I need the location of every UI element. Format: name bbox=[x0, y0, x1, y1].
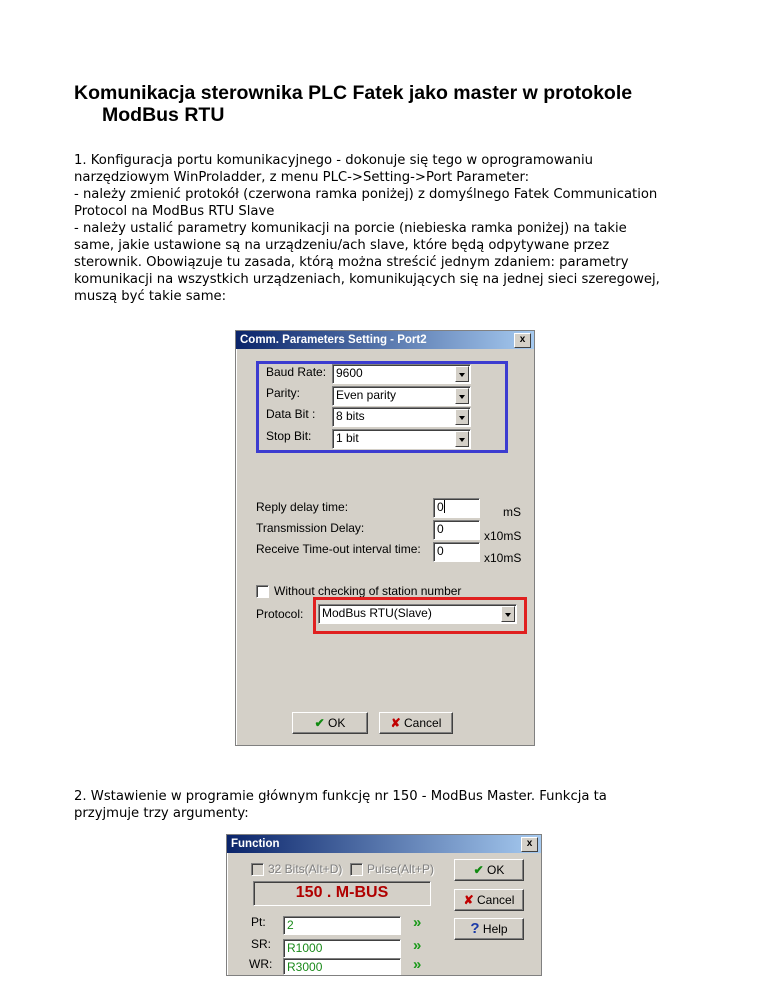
wr-value: R3000 bbox=[287, 960, 323, 974]
data-bit-value: 8 bits bbox=[336, 409, 365, 423]
ok-button[interactable] bbox=[454, 859, 524, 881]
station-check-checkbox[interactable] bbox=[256, 585, 269, 598]
pulse-label: Pulse(Alt+P) bbox=[367, 862, 435, 876]
text-line: - należy ustalić parametry komunikacji na porcie (niebieska ramka poniżej) na takie bbox=[74, 221, 627, 236]
browse-pt-icon[interactable]: » bbox=[413, 914, 422, 931]
checkmark-icon: ✔ bbox=[473, 863, 484, 877]
chevron-down-icon[interactable] bbox=[455, 388, 469, 404]
function-dialog bbox=[226, 834, 542, 976]
reply-delay-unit: mS bbox=[503, 505, 521, 519]
title-line-1: Komunikacja sterownika PLC Fatek jako master w protokole bbox=[74, 82, 633, 104]
protocol-value: ModBus RTU(Slave) bbox=[322, 606, 432, 620]
pt-input[interactable] bbox=[283, 916, 401, 935]
function-name-display: 150 . M-BUS bbox=[253, 881, 431, 906]
text-line: komunikacji na wszystkich urządzeniach, komunikujących się na jednej sieci szeregowej, bbox=[74, 272, 660, 287]
sr-input[interactable] bbox=[283, 939, 401, 958]
checkmark-icon: ✔ bbox=[314, 716, 325, 730]
cross-icon: ✘ bbox=[390, 716, 401, 730]
dialog-titlebar bbox=[236, 331, 534, 349]
pulse-checkbox[interactable] bbox=[350, 863, 363, 876]
help-button[interactable] bbox=[454, 918, 524, 940]
transmission-delay-value: 0 bbox=[437, 522, 444, 536]
text-line: - należy zmienić protokół (czerwona ramka poniżej) z domyślnego Fatek Communication bbox=[74, 187, 658, 202]
dialog-title: Function bbox=[231, 838, 280, 850]
reply-delay-input[interactable] bbox=[433, 498, 480, 518]
dialog-titlebar bbox=[227, 835, 541, 853]
cancel-label: Cancel bbox=[477, 893, 515, 907]
title-line-2: ModBus RTU bbox=[102, 104, 225, 126]
text-cursor bbox=[444, 500, 445, 513]
cancel-button[interactable] bbox=[454, 889, 524, 911]
reply-delay-label: Reply delay time: bbox=[256, 500, 349, 514]
bits32-label: 32 Bits(Alt+D) bbox=[268, 862, 343, 876]
close-button[interactable]: x bbox=[521, 837, 538, 852]
document-title bbox=[74, 82, 714, 126]
chevron-down-icon[interactable] bbox=[501, 606, 515, 622]
chevron-down-icon[interactable] bbox=[455, 431, 469, 447]
help-icon: ? bbox=[470, 920, 480, 937]
protocol-label: Protocol: bbox=[256, 607, 304, 621]
chevron-down-icon[interactable] bbox=[455, 409, 469, 425]
receive-timeout-input[interactable] bbox=[433, 542, 480, 562]
baud-rate-label: Baud Rate: bbox=[266, 365, 327, 379]
text-line: sterownik. Obowiązuje tu zasada, którą można streścić jednym zdaniem: parametry bbox=[74, 255, 629, 270]
text-line: muszą być takie same: bbox=[74, 289, 227, 304]
cancel-button[interactable] bbox=[379, 712, 453, 734]
wr-label: WR: bbox=[249, 957, 273, 971]
sr-value: R1000 bbox=[287, 941, 323, 955]
station-check-label: Without checking of station number bbox=[274, 584, 462, 598]
pt-label: Pt: bbox=[251, 915, 266, 929]
paragraph-function bbox=[74, 788, 724, 822]
browse-wr-icon[interactable]: » bbox=[413, 956, 422, 973]
parity-select[interactable] bbox=[332, 386, 471, 406]
close-button[interactable]: x bbox=[514, 333, 531, 348]
transmission-delay-unit: x10mS bbox=[484, 529, 522, 543]
comm-parameters-dialog bbox=[235, 330, 535, 746]
help-label: Help bbox=[482, 922, 508, 936]
protocol-select[interactable] bbox=[318, 604, 517, 624]
text-line: przyjmuje trzy argumenty: bbox=[74, 806, 249, 821]
receive-timeout-label: Receive Time-out interval time: bbox=[256, 542, 421, 556]
ok-button[interactable] bbox=[292, 712, 368, 734]
data-bit-label: Data Bit : bbox=[266, 407, 316, 421]
text-line: 1. Konfiguracja portu komunikacyjnego - dokonuje się tego w oprogramowaniu bbox=[74, 153, 593, 168]
baud-rate-select[interactable] bbox=[332, 364, 471, 384]
wr-input[interactable] bbox=[283, 958, 401, 975]
text-line: narzędziowym WinProladder, z menu PLC->Setting->Port Parameter: bbox=[74, 170, 530, 185]
chevron-down-icon[interactable] bbox=[455, 366, 469, 382]
cross-icon: ✘ bbox=[463, 893, 474, 907]
stop-bit-select[interactable] bbox=[332, 429, 471, 449]
browse-sr-icon[interactable]: » bbox=[413, 937, 422, 954]
bits32-checkbox[interactable] bbox=[251, 863, 264, 876]
cancel-label: Cancel bbox=[404, 716, 442, 730]
text-line: Protocol na ModBus RTU Slave bbox=[74, 204, 275, 219]
sr-label: SR: bbox=[251, 937, 272, 951]
paragraph-port-config bbox=[74, 152, 724, 305]
ok-label: OK bbox=[328, 716, 346, 730]
dialog-title: Comm. Parameters Setting - Port2 bbox=[240, 334, 427, 346]
stop-bit-value: 1 bit bbox=[336, 431, 359, 445]
transmission-delay-label: Transmission Delay: bbox=[256, 521, 365, 535]
parity-value: Even parity bbox=[336, 388, 397, 402]
parity-label: Parity: bbox=[266, 386, 301, 400]
pt-value: 2 bbox=[287, 918, 294, 932]
text-line: 2. Wstawienie w programie głównym funkcję nr 150 - ModBus Master. Funkcja ta bbox=[74, 789, 607, 804]
reply-delay-value: 0 bbox=[437, 500, 444, 514]
receive-timeout-unit: x10mS bbox=[484, 551, 522, 565]
data-bit-select[interactable] bbox=[332, 407, 471, 427]
stop-bit-label: Stop Bit: bbox=[266, 429, 312, 443]
transmission-delay-input[interactable] bbox=[433, 520, 480, 540]
ok-label: OK bbox=[487, 863, 505, 877]
receive-timeout-value: 0 bbox=[437, 544, 444, 558]
text-line: same, jakie ustawione są na urządzeniu/ach slave, które będą odpytywane przez bbox=[74, 238, 610, 253]
baud-rate-value: 9600 bbox=[336, 366, 363, 380]
